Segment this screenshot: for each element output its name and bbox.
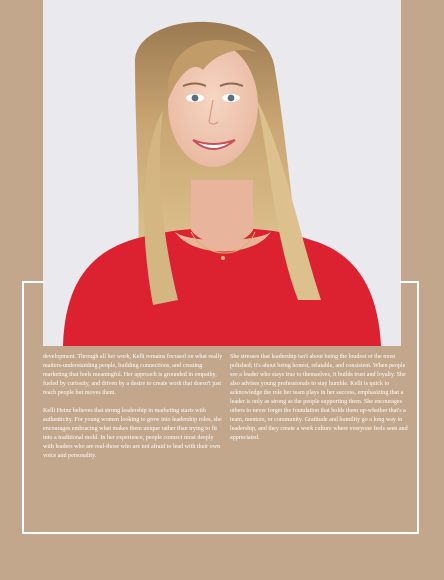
right-column: [230, 353, 412, 452]
left-column: [43, 353, 225, 470]
left-paragraph-2: Kelli Heinz believes that strong leadership in marketing starts with authenticity. For young women looking to grow into leadership roles, she encourages embracing what makes them unique rather than trying to fit into a traditional mold. In her experience, people connect most deeply with leaders who are real-those who are not afraid to lead with their own voice and personality.: [43, 408, 222, 459]
frame-top-right-line: [400, 281, 419, 283]
left-paragraph-1: development. Through all her work, Kelli remains focused on what really matters-understanding people, building connections, and creating marketing that feels meaningful. Her approach is grounded in empathy, fueled by curiosity, and driven by a desire to create work that doesn't just reach people but moves them.: [43, 354, 223, 396]
frame-top-left-line: [22, 281, 44, 283]
right-paragraph-1: She stresses that leadership isn't about being the loudest or the most polished; it's about being honest, relatable, and consistent. When people see a leader who stays true to themselves, it builds trust and loyalty. She also advises young professionals to stay humble. Kelli is quick to acknowledge the role her team plays in her success, emphasizing that a leader is only as strong as the people supporting them. She encourages others to never forget the foundation that holds them up-whether that's a team, mentors, or community. Gratitude and humility go a long way in leadership, and they create a work culture where everyone feels seen and appreciated.: [230, 354, 408, 441]
